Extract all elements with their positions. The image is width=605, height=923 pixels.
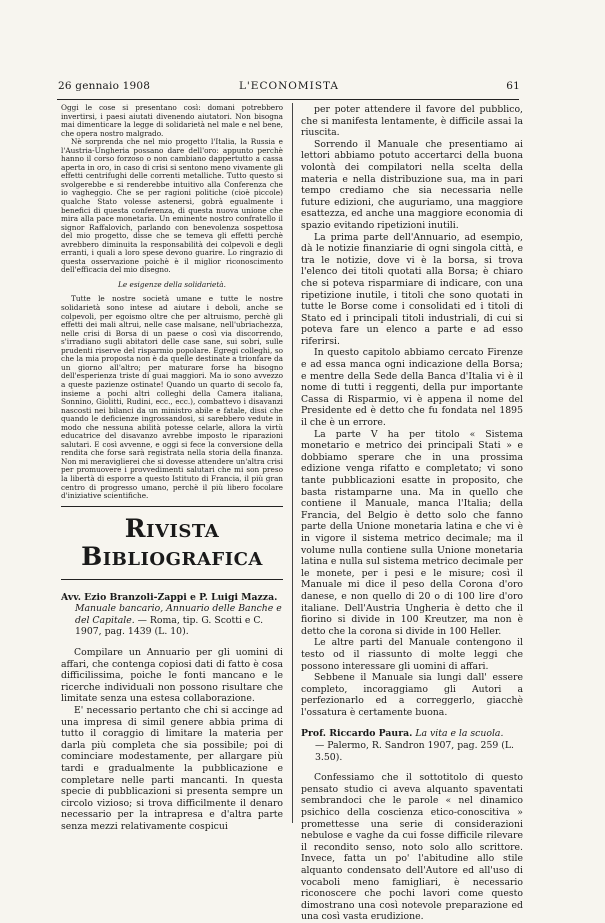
header-page-number: 61 xyxy=(506,80,520,92)
right-column xyxy=(301,104,523,923)
article-paragraph: Oggi le cose si presentano così: domani potrebbero invertirsi, i paesi aiutati divenendo aiutatori. Non bisogna mai dimenticare la legge di solidarietà nel male e nel bene, che opera nostro malgrado. xyxy=(61,103,283,138)
bib-authors: Prof. Riccardo Paura. xyxy=(301,728,413,740)
left-column xyxy=(61,104,283,832)
bibliography-entry xyxy=(61,592,283,638)
bib-imprint: — Roma, tip. G. Scotti e C. 1907, pag. 1439 (L. 10). xyxy=(75,614,264,638)
header-rule xyxy=(57,99,519,100)
review-paragraph: Confessiamo che il sottotitolo di questo pensato studio ci aveva alquanto spaventati sembrandoci che le parole « nel dinamico psichico della coscienza etico-conoscitiva » promettesse una serie di considerazioni nebulose e vaghe da cui fosse difficile rilevare il recondito senso, noto solo allo scrittore. Invece, fatta un po' l'abitudine allo stile alquanto condensato dell'Autore ed all'uso di vocaboli meno famigliari, è necessario riconoscere che pochi lavori come questo dimostrano una così notevole preparazione ed una così vasta erudizione. xyxy=(301,772,523,923)
review-paragraph: La prima parte dell'Annuario, ad esempio, dà le notizie finanziarie di ogni singola città, e tra le notizie, dove vi è la borsa, si trova l'elenco dei titoli quotati alla Borsa; è chiaro che si poteva risparmiare di indicare, con una ripetizione inutile, i titoli che sono quotati in tutte le Borse come i consolidati ed i titoli di Stato ed i principali titoli industriali, di cui si poteva fare un elenco a parte e ad esso riferirsi. xyxy=(301,231,523,347)
review-paragraph: E' necessario pertanto che chi si accinge ad una impresa di simil genere abbia prima di tutto il coraggio di limitare la materia per darla più completa che sia possibile; poi di cominciare modestamente, per allargare più tardi e gradualmente la pubblicazione e completare nelle parti mancanti. In questa specie di pubblicazioni si presenta sempre un circolo vizioso; si trova difficilmente il denaro necessario per la intrapresa e d'altra parte senza mezzi relativamente cospicui xyxy=(61,704,283,832)
article-paragraph: Nè sorprenda che nel mio progetto l'Italia, la Russia e l'Austria-Ungheria possano dare dell'oro: appunto perchè hanno il corso forzoso o non cambiano dappertutto a cassa aperta in oro, in caso di crisi si sentono meno vivamente gli effetti centrifughi delle correnti metalliche. Tutto questo si svolgerebbe e si renderebbe intuitivo alla Conferenza che io vagheggio. Che se per ragioni politiche (cioè piccole) qualche Stato volesse astenersi, gobrà egualmente i benefici di questa conferenza, di questa nuova unione che mira alla pace monetaria. Un eminente nostro confratello il signor Raffalovich, parlando con benevolenza sospettosa del mio progetto, disse che se temeva gli effetti perchè avrebbero diminuita la responsabilità dei colpevoli e degli erranti, i quali a loro spese devono guarire. Lo ringrazio di questa osservazione poichè è il miglior riconoscimento dell'efficacia del mio disegno. xyxy=(61,137,283,275)
review-paragraph: Sebbene il Manuale sia lungi dall' essere completo, incoraggiamo gli Autori a perfezionarlo ed a correggerlo, giacchè l'ossatura è certamente buona. xyxy=(301,672,523,718)
header-date: 26 gennaio 1908 xyxy=(58,80,151,92)
section-rule-bottom xyxy=(61,579,283,580)
bib-title: La vita e la scuola. xyxy=(415,728,504,740)
review-paragraph: In questo capitolo abbiamo cercato Firenze e ad essa manca ogni indicazione della Borsa; e mentre della Sede della Banca d'Italia vi è il nome di tutti i reggenti, della pur importante Cassa di Risparmio, vi è appena il nome del Presidente ed è detto che fu fondata nel 1895 il che è un errore. xyxy=(301,347,523,429)
review-paragraph: Compilare un Annuario per gli uomini di affari, che contenga copiosi dati di fatto è cosa difficilissima, poiche le fonti mancano e le ricerche individuali non possono risultare che limitate senza una estesa collaborazione. xyxy=(61,646,283,705)
bibliography-entry xyxy=(301,728,523,763)
review-paragraph: La parte V ha per titolo « Sistema monetario e metrico dei principali Stati » e dobbiamo sperare che in una prossima edizione venga rifatto e completato; vi sono tante pubblicazioni esatte in proposito, che basta ristamparne una. Ma in quello che contiene il Manuale, manca l'Italia; della Francia, del Belgio è detto solo che fanno parte della Unione monetaria latina e che vi è in vigore il sistema metrico decimale; ma il volume nulla contiene sulla Unione monetaria latina e nulla sul sistema metrico decimale per le monete, per i pesi e le misure; così il Manuale mi dice il peso della Corona d'oro danese, e non quello di 20 o di 100 lire d'oro italiane. Dell'Austria Ungheria è detto che il fiorino si divide in 100 Kreutzer, ma non è detto che la corona si divide in 100 Heller. xyxy=(301,428,523,637)
review-body xyxy=(61,647,283,833)
review-paragraph: per poter attendere il favore del pubblico, che si manifesta lentamente, è difficile assai la riuscita. xyxy=(301,104,523,139)
section-banner: Rivista Bibliografica xyxy=(81,513,263,571)
review-paragraph: Le altre parti del Manuale contengono il testo od il riassunto di molte leggi che possono interessare gli uomini di affari. xyxy=(301,637,523,672)
bib-imprint: — Palermo, R. Sandron 1907, pag. 259 (L. 3.50). xyxy=(315,740,515,763)
review-paragraph: Sorrendo il Manuale che presentiamo ai lettori abbiamo potuto accertarci della buona volontà dei compilatori nella scelta della materia e nella distribuzione sua, ma in pari tempo crediamo che sia necessaria nelle future edizioni, che auguriamo, una maggiore esattezza, ed anche una maggiore economia di spazio evitando ripetizioni inutili. xyxy=(301,138,523,231)
bib-title: Manuale bancario, Annuario delle Banche e del Capitale. xyxy=(75,603,282,626)
section-rule-top xyxy=(61,506,283,507)
article-paragraph: Tutte le nostre società umane e tutte le nostre solidarietà sono intese ad aiutare i deboli, anche se colpevoli, per egoismo oltre che per altruismo, perchè gli effetti dei mali altrui, nelle case malsane, nell'ubriachezza, nelle crisi di Borsa di un paese o così via discorrendo, s'irradiano sugli abitatori delle case sane, sui sobri, sulle prudenti riserve del risparmio popolare. Egregi colleghi, so che la mia proposta non è da quelle destinate a trionfare da un giorno all'altro; per maturare forse ha bisogno dell'esperienza triste di guai maggiori. Ma io sono avvezzo a queste pazienze ostinate! Quando un quarto di secolo fa, insieme a pochi altri colleghi della Camera italiana, Sonnino, Giolitti, Rudini, ecc., ecc.), combattevo i disavanzi nascosti nei bilanci da un ministro abile e fatale, dissi che quando le deficienze ingrossandosi, si sarebbero vedute in modo che nessuna abilità potesse celarle, allora la virtù educatrice del disavanzo avrebbe imposto le riparazioni salutari. E così avvenne, e oggi si fece la conversione della rendita che forse sarà registrata nella storia della finanza. Non mi meraviglierei che si dovesse attendere un'altra crisi per promuovere i provvedimenti salutari che mi son preso la libertà di esporre a questo Istituto di Francia, il più gran centro di progresso umano, perchè il più libero focolare d'iniziative scientifiche. xyxy=(61,294,283,501)
review-continuation xyxy=(301,104,523,718)
bib-authors: Avv. Ezio Branzoli-Zappi e P. Luigi Mazza. xyxy=(61,591,278,603)
header-journal-title: L'ECONOMISTA xyxy=(238,80,340,92)
column-divider xyxy=(292,103,293,823)
page-header xyxy=(58,80,520,94)
article-subheading: Le esigenze della solidarietà. xyxy=(118,279,226,289)
continued-article xyxy=(61,104,283,501)
review-body xyxy=(301,772,523,923)
